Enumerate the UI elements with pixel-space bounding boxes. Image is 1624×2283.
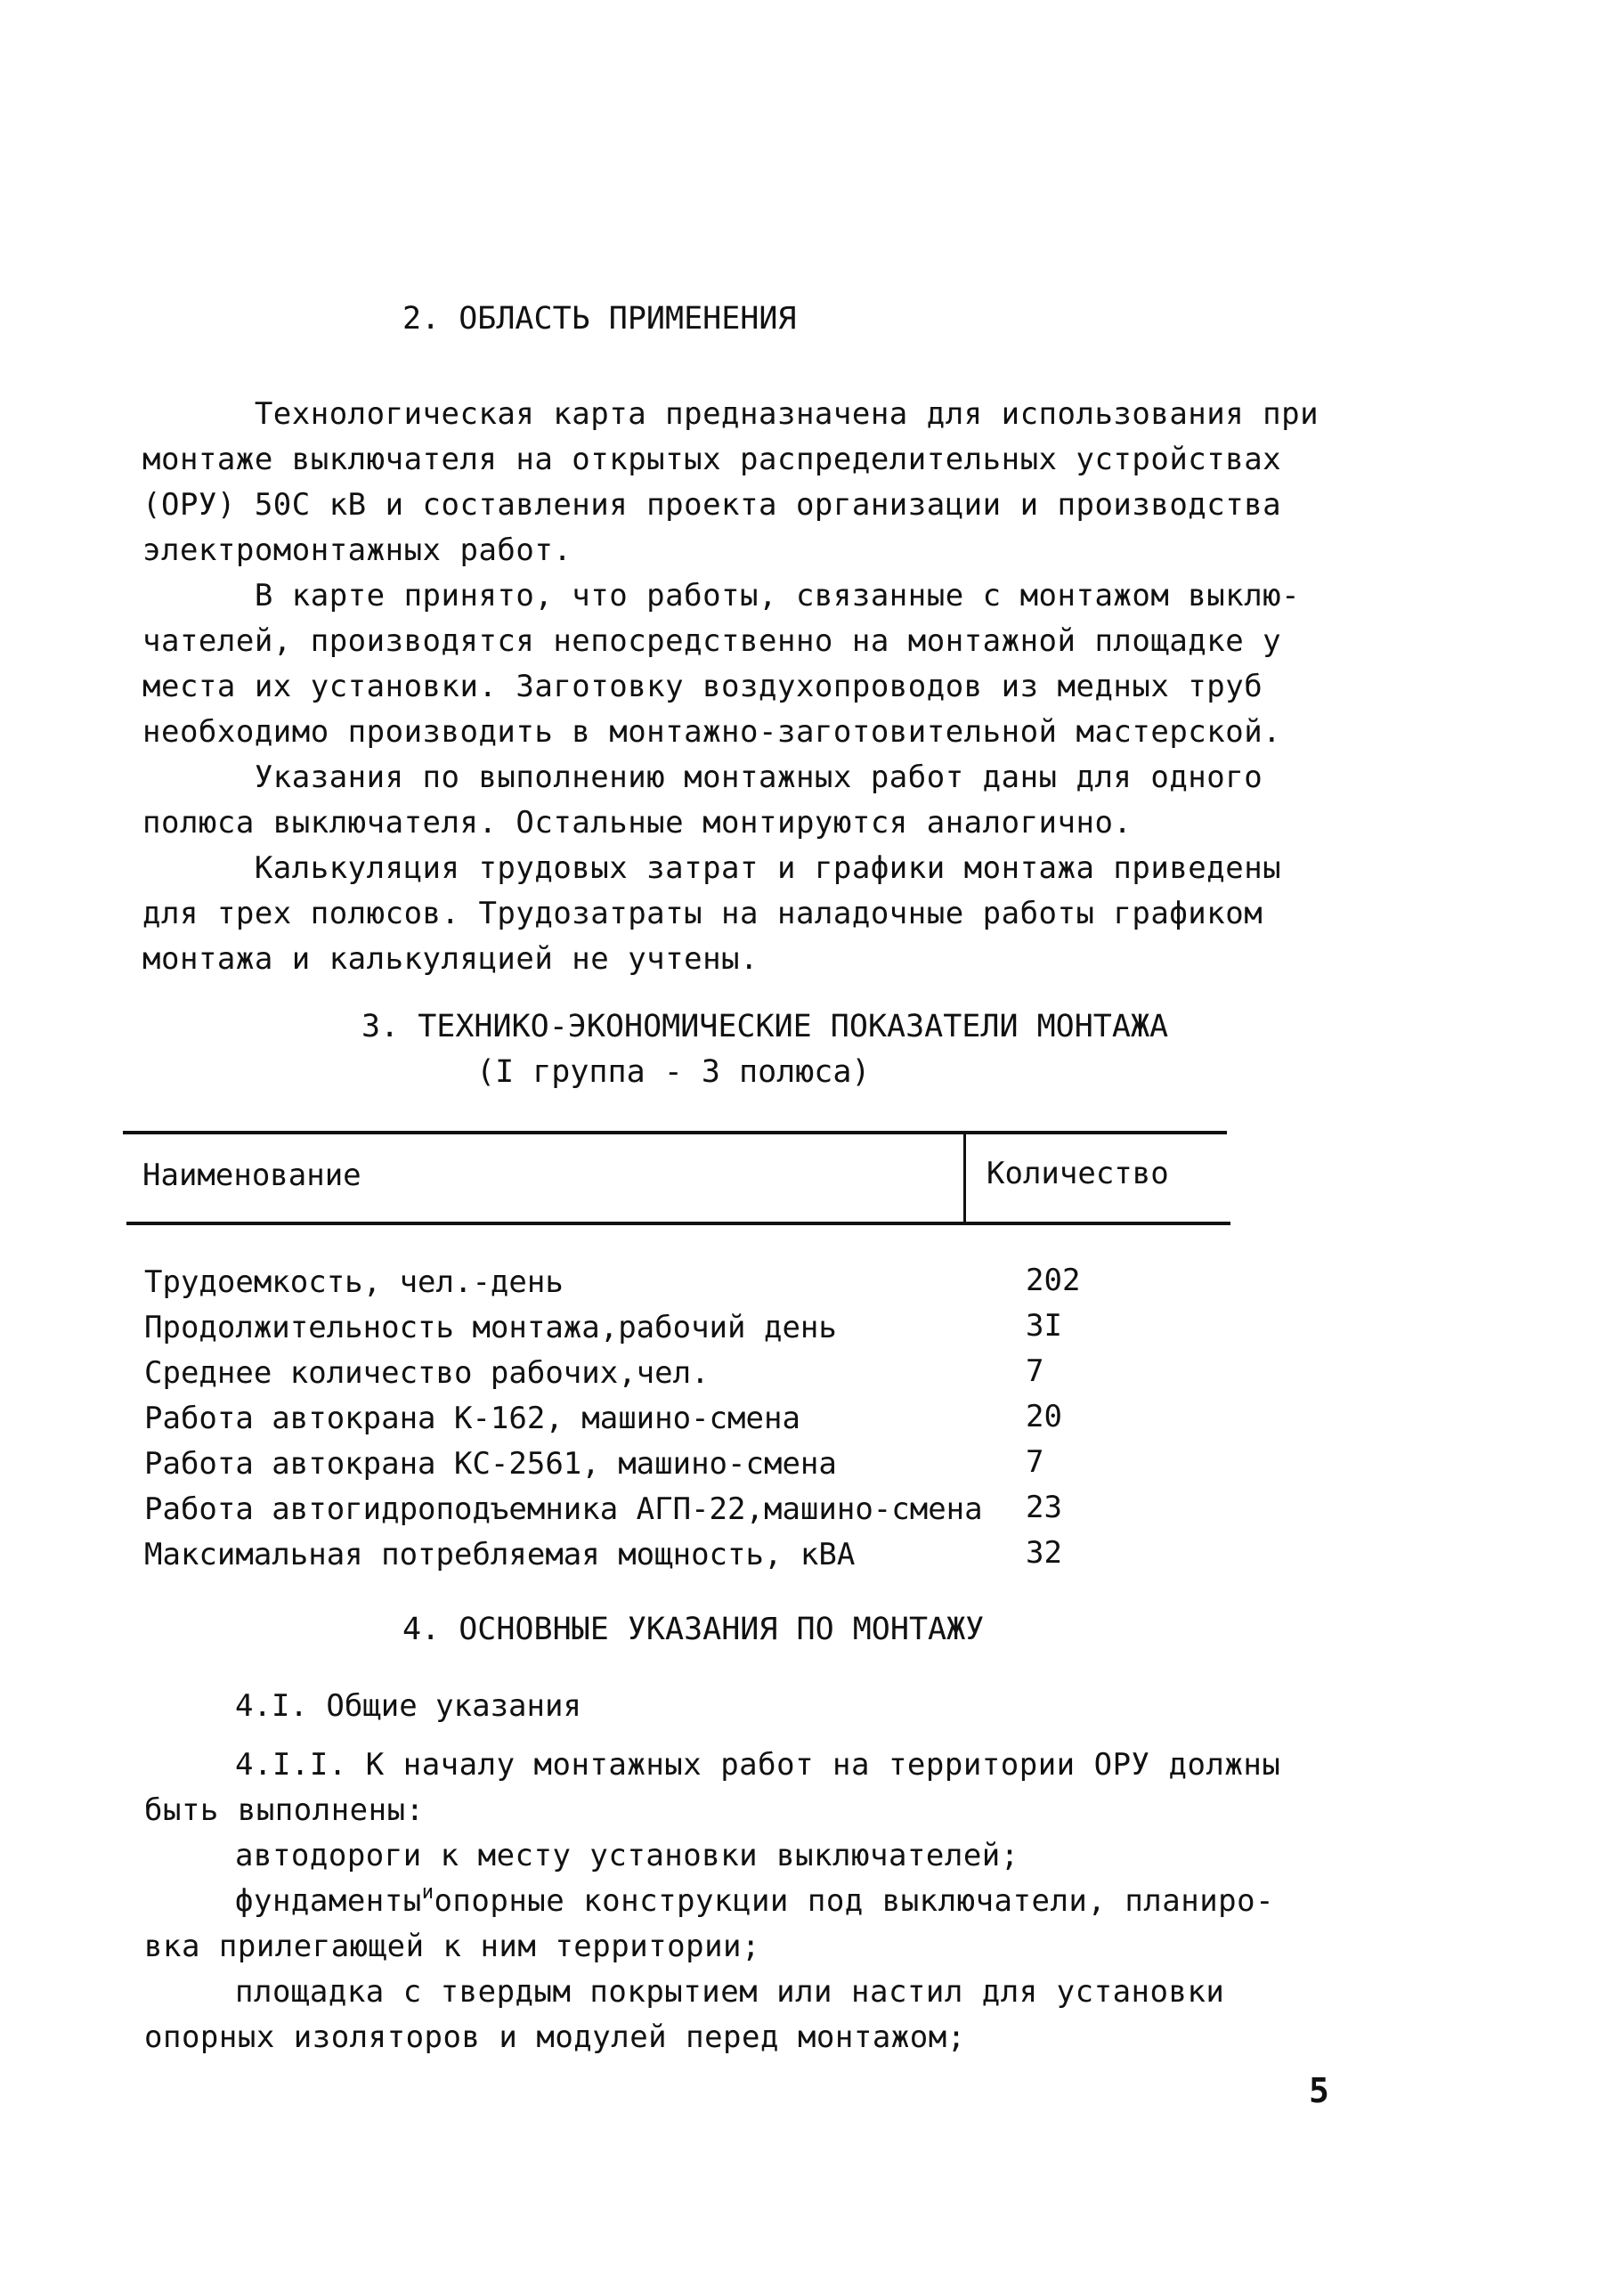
paragraph-line: чателей, производятся непосредственно на монтажной площадке у [142,623,1282,659]
table-row-label: Работа автокрана К-162, машино-смена [144,1401,800,1436]
table-top-rule [123,1131,1227,1134]
table-row-value: 23 [1026,1490,1062,1525]
table-row-value: 7 [1026,1444,1044,1480]
paragraph-line: для трех полюсов. Трудозатраты на наладочные работы графиком [142,896,1263,931]
table-row-value: 32 [1026,1535,1062,1571]
paragraph-fragment: фундаменты [235,1883,422,1919]
subsection-4-1-heading: 4.I. Общие указания [235,1688,581,1724]
paragraph-line: монтаже выключателя на открытых распределительных устройствах [142,442,1282,477]
page-number: 5 [1309,2071,1329,2110]
table-row-value: 202 [1026,1263,1081,1298]
table-row-label: Работа автогидроподъемника АГП-22,машино-смена [144,1491,983,1527]
paragraph-line: Указания по выполнению монтажных работ даны для одного [142,760,1263,795]
paragraph-line: вка прилегающей к ним территории; [144,1929,761,1964]
table-row-value: 3I [1026,1308,1062,1344]
table-row-value: 20 [1026,1399,1062,1434]
section-4-heading: 4. ОСНОВНЫЕ УКАЗАНИЯ ПО МОНТАЖУ [402,1612,985,1647]
paragraph-line: необходимо производить в монтажно-заготовительной мастерской. [142,714,1282,750]
table-row-label: Продолжительность монтажа,рабочий день [144,1310,837,1345]
paragraph-line: Технологическая карта предназначена для использования при [142,396,1320,432]
section-3-heading: 3. ТЕХНИКО-ЭКОНОМИЧЕСКИЕ ПОКАЗАТЕЛИ МОНТАЖА [361,1009,1169,1044]
table-row-label: Трудоемкость, чел.-день [144,1264,564,1300]
paragraph-line: места их установки. Заготовку воздухопроводов из медных труб [142,669,1263,704]
paragraph-line: площадка с твердым покрытием или настил для установки [235,1974,1225,2010]
paragraph-line: электромонтажных работ. [142,532,572,568]
section-2-heading: 2. ОБЛАСТЬ ПРИМЕНЕНИЯ [402,301,797,337]
paragraph-line: 4.I.I. К началу монтажных работ на территории ОРУ должны [235,1747,1281,1783]
table-row-label: Среднее количество рабочих,чел. [144,1355,710,1391]
paragraph-line: монтажа и калькуляцией не учтены. [142,941,759,977]
paragraph-line: (ОРУ) 50С кВ и составления проекта организации и производства [142,487,1282,523]
paragraph-line: Калькуляция трудовых затрат и графики монтажа приведены [142,850,1282,886]
paragraph-line: полюса выключателя. Остальные монтируются аналогично. [142,805,1133,841]
table-header-quantity: Количество [987,1156,1169,1191]
table-row-value: 7 [1026,1353,1044,1389]
paragraph-fragment: опорные конструкции под выключатели, планиро- [434,1883,1275,1919]
table-header-name: Наименование [142,1158,361,1193]
paragraph-line: В карте принято, что работы, связанные с монтажом выклю- [142,578,1301,613]
section-3-subheading: (I группа - 3 полюса) [476,1054,871,1090]
paragraph-line: быть выполнены: [144,1792,425,1828]
table-row-label: Работа автокрана КС-2561, машино-смена [144,1446,837,1482]
paragraph-line: автодороги к месту установки выключателей; [235,1838,1019,1873]
superscript-mark: и [421,1881,434,1904]
paragraph-line [235,1883,1274,1919]
table-row-label: Максимальная потребляемая мощность, кВА [144,1537,856,1572]
table-column-divider [963,1131,966,1225]
paragraph-line: опорных изоляторов и модулей перед монтажом; [144,2019,966,2055]
table-header-rule [126,1222,1230,1225]
